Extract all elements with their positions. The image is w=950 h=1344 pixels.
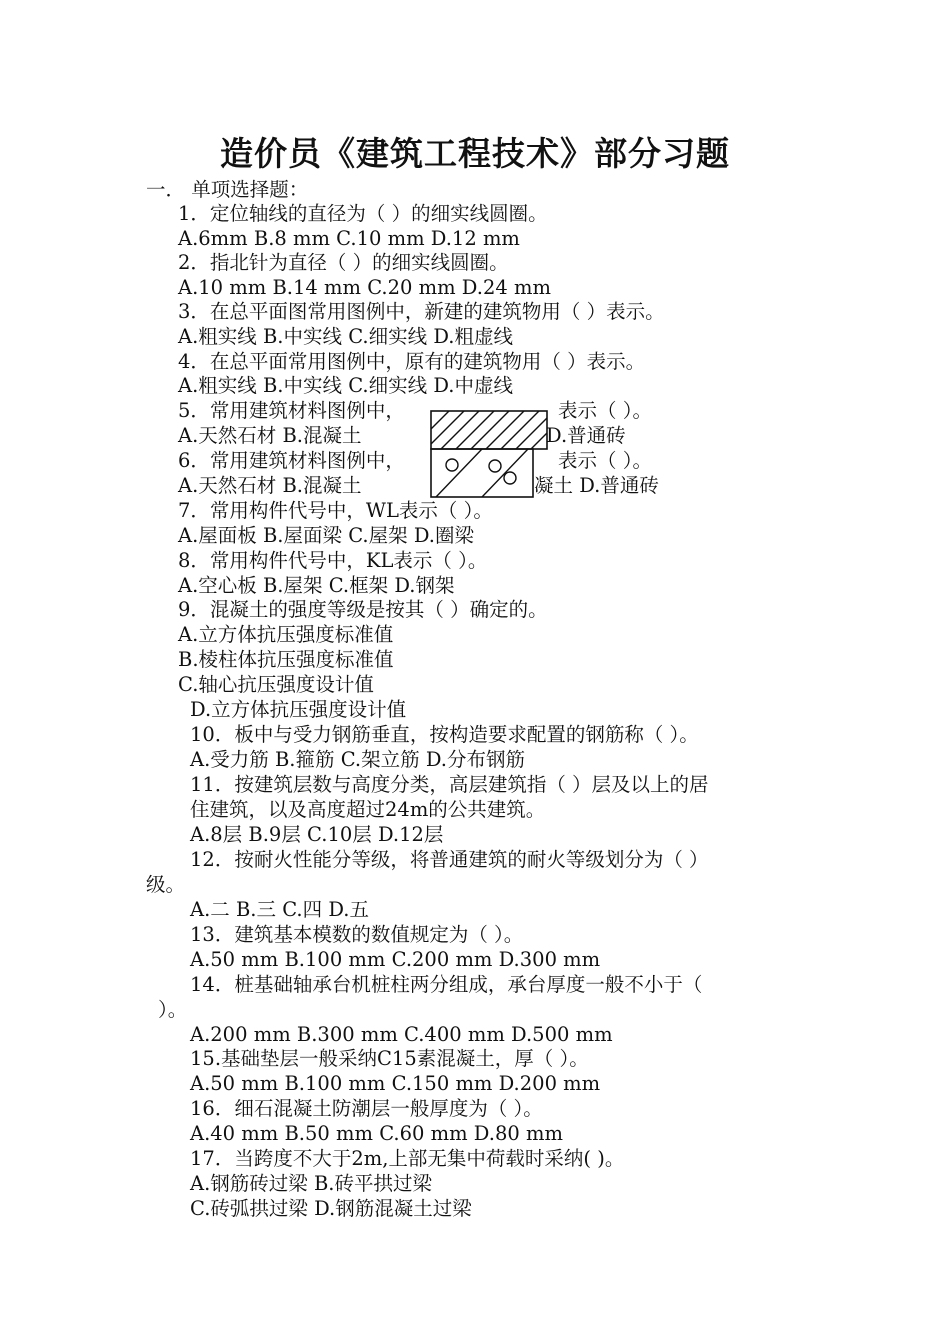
- options-16: A.40 mm B.50 mm C.60 mm D.80 mm: [190, 1122, 563, 1145]
- question-11: 11．按建筑层数与高度分类，高层建筑指（ ）层及以上的居: [190, 773, 709, 796]
- question-5: 5．常用建筑材料图例中，: [178, 399, 405, 422]
- question-9: 9．混凝土的强度等级是按其（ ）确定的。: [178, 598, 548, 621]
- options-6: A.天然石材 B.混凝土: [178, 474, 362, 497]
- options-1: A.6mm B.8 mm C.10 mm D.12 mm: [178, 227, 520, 250]
- options-13: A.50 mm B.100 mm C.200 mm D.300 mm: [190, 948, 601, 971]
- question-3: 3．在总平面图常用图例中，新建的建筑物用（ ）表示。: [178, 300, 665, 323]
- option-9b: B.棱柱体抗压强度标准值: [178, 648, 394, 671]
- option-9c: C.轴心抗压强度设计值: [178, 673, 374, 696]
- question-11-cont: 住建筑，以及高度超过24m的公共建筑。: [190, 798, 546, 821]
- option-9d: D.立方体抗压强度设计值: [190, 698, 407, 721]
- page-title: 造价员《建筑工程技术》部分习题: [220, 134, 730, 173]
- option-9a: A.立方体抗压强度标准值: [178, 623, 394, 646]
- options-7: A.屋面板 B.屋面梁 C.屋架 D.圈梁: [178, 524, 474, 547]
- options-15: A.50 mm B.100 mm C.150 mm D.200 mm: [190, 1072, 601, 1095]
- question-14: 14．桩基础轴承台机桩柱两分组成，承台厚度一般不小于（: [190, 973, 703, 996]
- options-17a: A.钢筋砖过梁 B.砖平拱过梁: [190, 1172, 433, 1195]
- question-6: 6．常用建筑材料图例中，: [178, 449, 405, 472]
- options-3: A.粗实线 B.中实线 C.细实线 D.粗虚线: [178, 325, 513, 348]
- question-12: 12．按耐火性能分等级，将普通建筑的耐火等级划分为（ ）: [190, 848, 709, 871]
- section-heading: 一． 单项选择题：: [146, 178, 309, 201]
- question-2: 2．指北针为直径（ ）的细实线圆圈。: [178, 251, 509, 274]
- options-12: A.二 B.三 C.四 D.五: [190, 898, 369, 921]
- options-14: A.200 mm B.300 mm C.400 mm D.500 mm: [190, 1023, 613, 1046]
- concrete-pattern-figure: [430, 448, 534, 498]
- question-15: 15.基础垫层一般采纳C15素混凝土，厚（ ）。: [190, 1047, 589, 1070]
- question-6-tail: 表示（ ）。: [558, 449, 652, 472]
- question-13: 13．建筑基本模数的数值规定为（ ）。: [190, 923, 524, 946]
- options-8: A.空心板 B.屋架 C.框架 D.钢架: [178, 574, 455, 597]
- options-6-tail: 凝土 D.普通砖: [534, 474, 659, 497]
- question-5-tail: 表示（ ）。: [558, 399, 652, 422]
- question-7: 7．常用构件代号中，WL表示（ ）。: [178, 499, 493, 522]
- question-17: 17．当跨度不大于2m,上部无集中荷载时采纳( )。: [190, 1147, 625, 1170]
- options-11: A.8层 B.9层 C.10层 D.12层: [190, 823, 444, 846]
- question-14-cont: ）。: [158, 998, 188, 1021]
- options-2: A.10 mm B.14 mm C.20 mm D.24 mm: [178, 276, 551, 299]
- options-4: A.粗实线 B.中实线 C.细实线 D.中虚线: [178, 374, 513, 397]
- options-5: A.天然石材 B.混凝土: [178, 424, 362, 447]
- options-5-tail: D.普通砖: [546, 424, 626, 447]
- question-1: 1．定位轴线的直径为（ ）的细实线圆圈。: [178, 202, 548, 225]
- question-12-cont: 级。: [146, 873, 186, 896]
- options-17b: C.砖弧拱过梁 D.钢筋混凝土过梁: [190, 1197, 472, 1220]
- hatch-pattern-figure: [430, 410, 548, 450]
- question-10: 10．板中与受力钢筋垂直，按构造要求配置的钢筋称（ ）。: [190, 723, 699, 746]
- options-10: A.受力筋 B.箍筋 C.架立筋 D.分布钢筋: [190, 748, 525, 771]
- question-16: 16．细石混凝土防潮层一般厚度为（ ）。: [190, 1097, 543, 1120]
- question-4: 4．在总平面常用图例中，原有的建筑物用（ ）表示。: [178, 350, 646, 373]
- question-8: 8．常用构件代号中，KL表示（ ）。: [178, 549, 488, 572]
